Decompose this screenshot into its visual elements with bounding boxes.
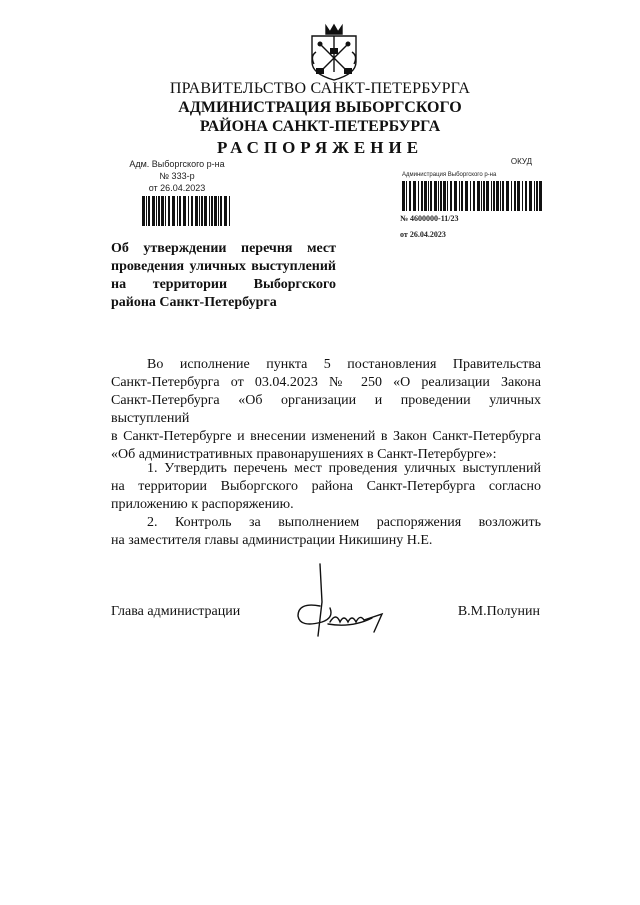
barcode-bar bbox=[430, 181, 432, 211]
text-line: в Санкт-Петербурге и внесении изменений в Закон Санкт-Петербурга bbox=[111, 429, 541, 444]
barcode-bar bbox=[486, 181, 489, 211]
text-line: «Об административных правонарушениях в Санкт-Петербурге»: bbox=[111, 447, 497, 462]
text-line: 1. Утвердить перечень мест проведения уличных выступлений bbox=[147, 461, 541, 476]
barcode-bar bbox=[424, 181, 427, 211]
administration-title-line2: РАЙОНА САНКТ-ПЕТЕРБУРГА bbox=[199, 118, 441, 135]
barcode-bar bbox=[450, 181, 452, 211]
barcode-bar bbox=[447, 181, 448, 211]
barcode-bar bbox=[434, 181, 437, 211]
barcode-bar bbox=[493, 181, 495, 211]
barcode-bar bbox=[406, 181, 407, 211]
barcode-bar bbox=[142, 196, 145, 226]
text-line: на территории Выборгского района Санкт-Петербурга согласно bbox=[111, 479, 541, 494]
document-type: РАСПОРЯЖЕНИЕ bbox=[216, 138, 424, 157]
registration-stamp-left bbox=[122, 158, 232, 194]
barcode-bar bbox=[470, 181, 471, 211]
barcode-bar bbox=[165, 196, 166, 226]
government-title: ПРАВИТЕЛЬСТВО САНКТ-ПЕТЕРБУРГА bbox=[169, 80, 471, 97]
barcode-bar bbox=[402, 181, 405, 211]
text-line: на заместителя главы администрации Никишину Н.Е. bbox=[111, 533, 433, 548]
barcode-bar bbox=[188, 196, 189, 226]
signatory-name: В.М.Полунин bbox=[457, 604, 540, 619]
barcode-right bbox=[402, 181, 543, 211]
barcode-bar bbox=[428, 181, 429, 211]
barcode-bar bbox=[168, 196, 170, 226]
barcode-bar bbox=[191, 196, 193, 226]
barcode-bar bbox=[502, 181, 504, 211]
barcode-bar bbox=[156, 196, 157, 226]
barcode-bar bbox=[514, 181, 516, 211]
document-title bbox=[111, 240, 336, 312]
barcode-bar bbox=[409, 181, 411, 211]
barcode-bar bbox=[477, 181, 480, 211]
barcode-bar bbox=[483, 181, 485, 211]
barcode-bar bbox=[214, 196, 217, 226]
barcode-bar bbox=[522, 181, 523, 211]
barcode-bar bbox=[161, 196, 164, 226]
barcode-bar bbox=[413, 181, 416, 211]
title-line: проведения уличных выступлений bbox=[111, 259, 336, 274]
barcode-bar bbox=[172, 196, 175, 226]
preamble-paragraph bbox=[111, 356, 541, 464]
coat-of-arms-icon bbox=[302, 22, 366, 82]
order-item-2 bbox=[111, 514, 541, 550]
barcode-bar bbox=[211, 196, 213, 226]
barcode-bar bbox=[459, 181, 460, 211]
barcode-bar bbox=[529, 181, 532, 211]
barcode-bar bbox=[229, 196, 230, 226]
barcode-bar bbox=[454, 181, 457, 211]
barcode-bar bbox=[220, 196, 222, 226]
barcode-bar bbox=[183, 196, 186, 226]
title-line: на территории Выборгского bbox=[111, 277, 336, 292]
stamp-number: № 333-р bbox=[159, 171, 195, 181]
barcode-left bbox=[142, 196, 232, 226]
barcode-bar bbox=[201, 196, 203, 226]
barcode-bar bbox=[158, 196, 160, 226]
barcode-bar bbox=[443, 181, 446, 211]
barcode-bar bbox=[491, 181, 492, 211]
signatory-position: Глава администрации bbox=[111, 604, 241, 619]
barcode-bar bbox=[481, 181, 482, 211]
barcode-bar bbox=[525, 181, 527, 211]
barcode-bar bbox=[195, 196, 198, 226]
title-line: района Санкт-Петербурга bbox=[111, 295, 277, 310]
barcode-bar bbox=[500, 181, 501, 211]
barcode-bar bbox=[496, 181, 499, 211]
barcode-bar bbox=[152, 196, 155, 226]
barcode-bar bbox=[517, 181, 520, 211]
barcode-bar bbox=[177, 196, 178, 226]
barcode-bar bbox=[204, 196, 207, 226]
stamp-org: Адм. Выборгского р-на bbox=[129, 159, 225, 169]
barcode-bar bbox=[536, 181, 538, 211]
stamp-right-date: от 26.04.2023 bbox=[400, 230, 446, 239]
barcode-bar bbox=[461, 181, 463, 211]
barcode-bar bbox=[418, 181, 419, 211]
barcode-bar bbox=[146, 196, 147, 226]
stamp-right-number: № 4600000-11/23 bbox=[400, 214, 459, 223]
administration-title-line1: АДМИНИСТРАЦИЯ ВЫБОРГСКОГО bbox=[178, 99, 462, 116]
barcode-bar bbox=[511, 181, 512, 211]
text-line: Санкт-Петербурга от 03.04.2023 № 250 «О реализации Закона bbox=[111, 375, 541, 390]
barcode-bar bbox=[539, 181, 542, 211]
barcode-bar bbox=[465, 181, 468, 211]
order-item-1 bbox=[111, 460, 541, 514]
barcode-bar bbox=[218, 196, 219, 226]
text-line: Во исполнение пункта 5 постановления Правительства bbox=[147, 357, 541, 372]
barcode-bar bbox=[506, 181, 509, 211]
text-line: приложению к распоряжению. bbox=[111, 497, 294, 512]
barcode-bar bbox=[473, 181, 475, 211]
stamp-right-org: Администрация Выборгского р-на bbox=[402, 172, 497, 178]
barcode-bar bbox=[534, 181, 535, 211]
stamp-date: от 26.04.2023 bbox=[148, 183, 206, 193]
text-line: Санкт-Петербурга «Об организации и проведении уличных выступлений bbox=[111, 393, 541, 426]
handwritten-signature-icon bbox=[292, 562, 402, 642]
barcode-bar bbox=[421, 181, 423, 211]
text-line: 2. Контроль за выполнением распоряжения возложить bbox=[147, 515, 541, 530]
barcode-bar bbox=[438, 181, 439, 211]
barcode-bar bbox=[209, 196, 210, 226]
barcode-bar bbox=[199, 196, 200, 226]
okud-label: ОКУД bbox=[510, 157, 532, 166]
barcode-bar bbox=[224, 196, 227, 226]
title-line: Об утверждении перечня мест bbox=[111, 241, 336, 256]
barcode-bar bbox=[148, 196, 150, 226]
barcode-bar bbox=[440, 181, 442, 211]
barcode-bar bbox=[179, 196, 181, 226]
